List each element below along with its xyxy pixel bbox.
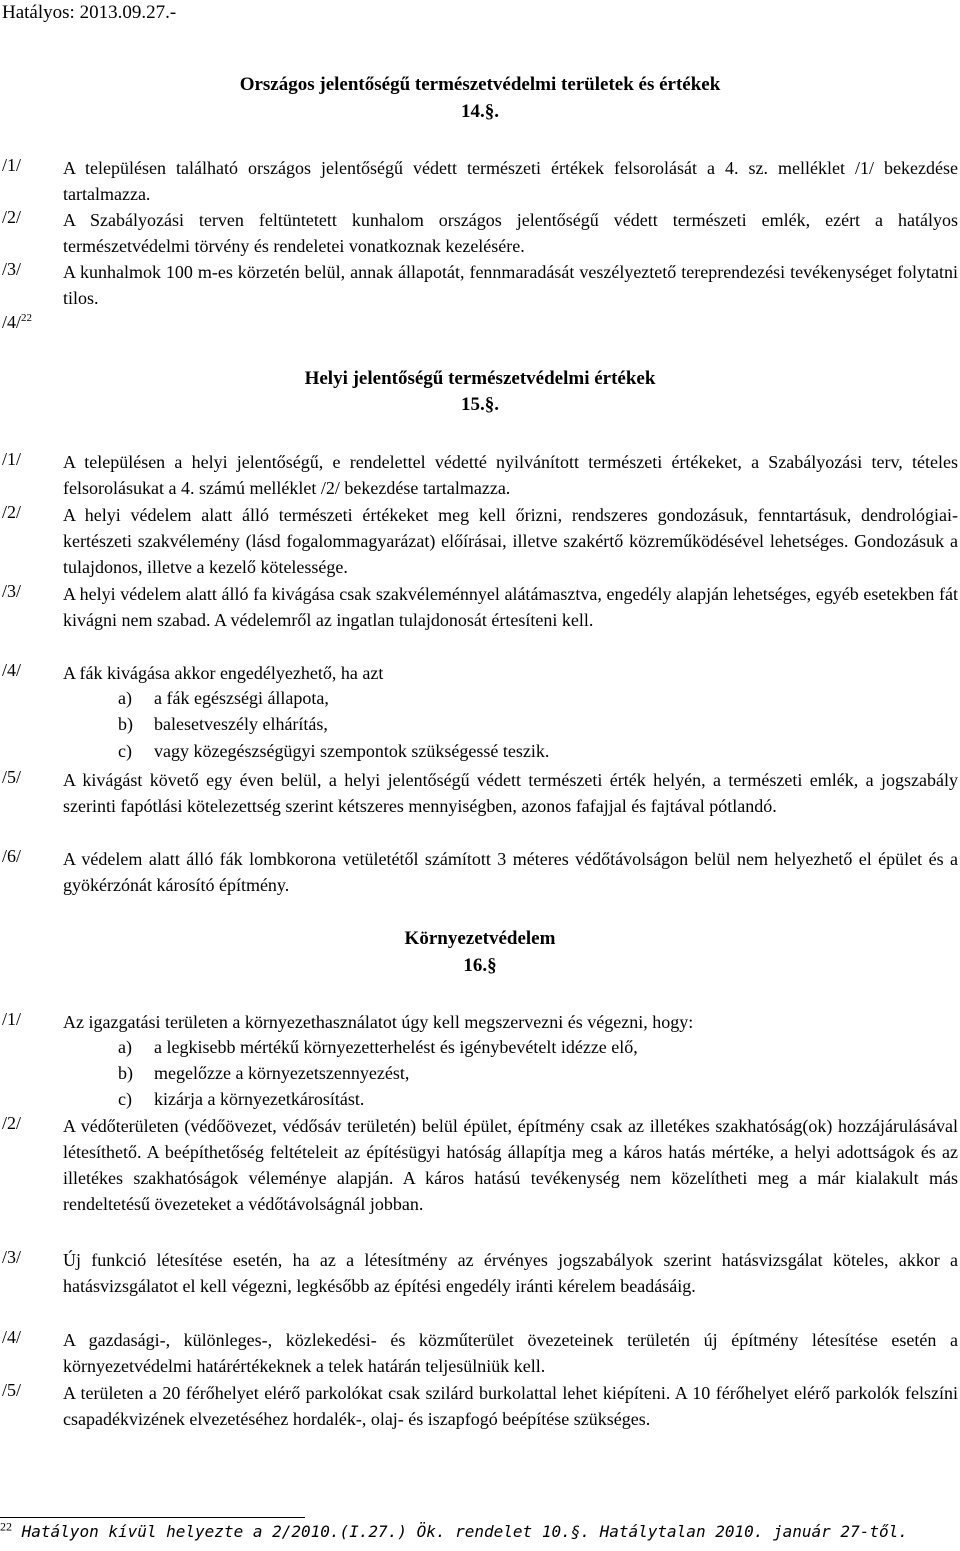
- list-text: megelőzze a környezetszennyezést,: [154, 1063, 410, 1083]
- paragraph-number: /3/: [2, 1247, 22, 1267]
- list-item-15-4-c: [118, 741, 549, 762]
- list-item-15-4-a: [118, 688, 329, 709]
- list-label: c): [118, 741, 132, 761]
- paragraph-text: A gazdasági-, különleges-, közlekedési- és közműterület övezeteinek területén új építmény létesítése esetén a környezetvédelmi határértékeknek a telek határán teljesülniük kell.: [63, 1330, 958, 1376]
- list-item-16-1-a: [118, 1037, 638, 1058]
- paragraph-text: A védőterületen (védőövezet, védősáv területén) belül épület, építmény csak az illetékes szakhatóság(ok) hozzájárulásával létesíthető. A beépíthetőség feltételeit az építésügyi hatóság állapítja meg a káros hatás mértéke, a helyi adottságok és az illetékes szakhatóságok véleménye alapján. A káros hatású tevékenység nem közelítheti meg a már kialakult más rendeltetésű övezeteket a védőtávolságnál jobban.: [63, 1116, 958, 1214]
- list-text: a legkisebb mértékű környezetterhelést és igénybevételt idézze elő,: [154, 1037, 638, 1057]
- paragraph-number: /3/: [2, 259, 22, 279]
- list-label: c): [118, 1089, 132, 1109]
- paragraph-number: /5/: [2, 767, 22, 787]
- effective-date-header: Hatályos: 2013.09.27.-: [2, 2, 177, 23]
- list-label: a): [118, 688, 132, 708]
- paragraph-text: A kunhalmok 100 m-es körzetén belül, annak állapotát, fennmaradását veszélyeztető tereprendezési tevékenységet folytatni tilos.: [63, 262, 958, 308]
- footnote-number: 22: [0, 1519, 12, 1534]
- paragraph-number: /2/: [2, 207, 22, 227]
- paragraph-text: A településen található országos jelentőségű védett természeti értékek felsorolását a 4. sz. melléklet /1/ bekezdése tartalmazza.: [63, 158, 958, 204]
- paragraph-number: /3/: [2, 581, 22, 601]
- list-text: a fák egészségi állapota,: [154, 688, 329, 708]
- paragraph-number: /1/: [2, 155, 22, 175]
- paragraph-number: /2/: [2, 502, 22, 522]
- footnote-reference: 22: [21, 312, 33, 324]
- paragraph-number: /1/: [2, 1009, 22, 1029]
- paragraph-text: A fák kivágása akkor engedélyezhető, ha azt: [63, 663, 384, 683]
- paragraph-text: A védelem alatt álló fák lombkorona vetületétől számított 3 méteres védőtávolságon belül nem helyezhető el épület és a gyökérzónát károsító építmény.: [63, 849, 958, 895]
- list-label: b): [118, 1063, 133, 1083]
- paragraph-number: /4/: [2, 1327, 22, 1347]
- list-label: a): [118, 1037, 132, 1057]
- paragraph-number: /4/: [2, 660, 22, 680]
- list-item-15-4-b: [118, 714, 328, 735]
- section-14-title: Országos jelentőségű természetvédelmi területek és értékek: [239, 74, 721, 95]
- footnote-text: Hatályon kívül helyezte a 2/2010.(I.27.) Ök. rendelet 10.§. Hatálytalan 2010. január 27-től.: [21, 1522, 908, 1541]
- section-15-title: Helyi jelentőségű természetvédelmi értékek: [304, 368, 656, 389]
- list-label: b): [118, 714, 133, 734]
- paragraph-text: A területen a 20 férőhelyet elérő parkolókat csak szilárd burkolattal lehet kiépíteni. A 10 férőhelyet elérő parkolók felszíni csapadékvizének elvezetéséhez hordalék-, olaj- és iszapfogó beépítése szükséges.: [63, 1383, 958, 1429]
- list-text: vagy közegészségügyi szempontok szükségessé teszik.: [154, 741, 550, 761]
- section-15-number: 15.§.: [461, 394, 499, 415]
- footnote-separator: [0, 1517, 305, 1518]
- paragraph-number: /6/: [2, 846, 22, 866]
- paragraph-number: /2/: [2, 1113, 22, 1133]
- paragraph-text: A Szabályozási terven feltüntetett kunhalom országos jelentőségű védett természeti emlék, ezért a hatályos természetvédelmi törvény és rendeletei vonatkoznak kezelésére.: [63, 210, 958, 256]
- paragraph-number: /1/: [2, 449, 22, 469]
- footnote: [0, 1519, 908, 1541]
- list-item-16-1-b: [118, 1063, 409, 1084]
- paragraph-text: A településen a helyi jelentőségű, e rendelettel védetté nyilvánított természeti értékeket, a Szabályozási terv, tételes felsorolásukat a 4. számú melléklet /2/ bekezdése tartalmazza.: [63, 452, 958, 498]
- paragraph-text: A helyi védelem alatt álló fa kivágása csak szakvéleménnyel alátámasztva, engedély alapján lehetséges, egyéb esetekben fát kivágni nem szabad. A védelemről az ingatlan tulajdonosát értesíteni kell.: [63, 584, 958, 630]
- paragraph-number-label: /4/: [2, 312, 22, 332]
- paragraph-text: Új funkció létesítése esetén, ha az a létesítmény az érvényes jogszabályok szerint hatásvizsgálat köteles, akkor a hatásvizsgálatot el kell végezni, legkésőbb az építési engedély iránti kérelem beadásáig.: [63, 1250, 958, 1296]
- paragraph-number: /5/: [2, 1380, 22, 1400]
- list-text: balesetveszély elhárítás,: [154, 714, 328, 734]
- section-14-number: 14.§.: [461, 101, 499, 122]
- section-16-title: Környezetvédelem: [404, 928, 556, 949]
- section-16-number: 16.§: [463, 955, 497, 976]
- paragraph-text: Az igazgatási területen a környezethasználatot úgy kell megszervezni és végezni, hogy:: [63, 1012, 694, 1032]
- paragraph-text: A kivágást követő egy éven belül, a helyi jelentőségű védett természeti érték helyén, a természeti emlék, a jogszabály szerinti fapótlási kötelezettség szerint kétszeres mennyiségben, azonos fafajjal és fajtával pótlandó.: [63, 770, 958, 816]
- list-item-16-1-c: [118, 1089, 364, 1110]
- paragraph-text: A helyi védelem alatt álló természeti értékeket meg kell őrizni, rendszeres gondozásuk, fenntartásuk, dendrológiai- kertészeti szakvélemény (lásd fogalommagyarázat) előírásai, illetve szakértő közreműködésével lehetséges. Gondozásuk a tulajdonos, illetve a kezelő kötelessége.: [63, 505, 958, 577]
- paragraph-number: [2, 312, 32, 333]
- list-text: kizárja a környezetkárosítást.: [154, 1089, 365, 1109]
